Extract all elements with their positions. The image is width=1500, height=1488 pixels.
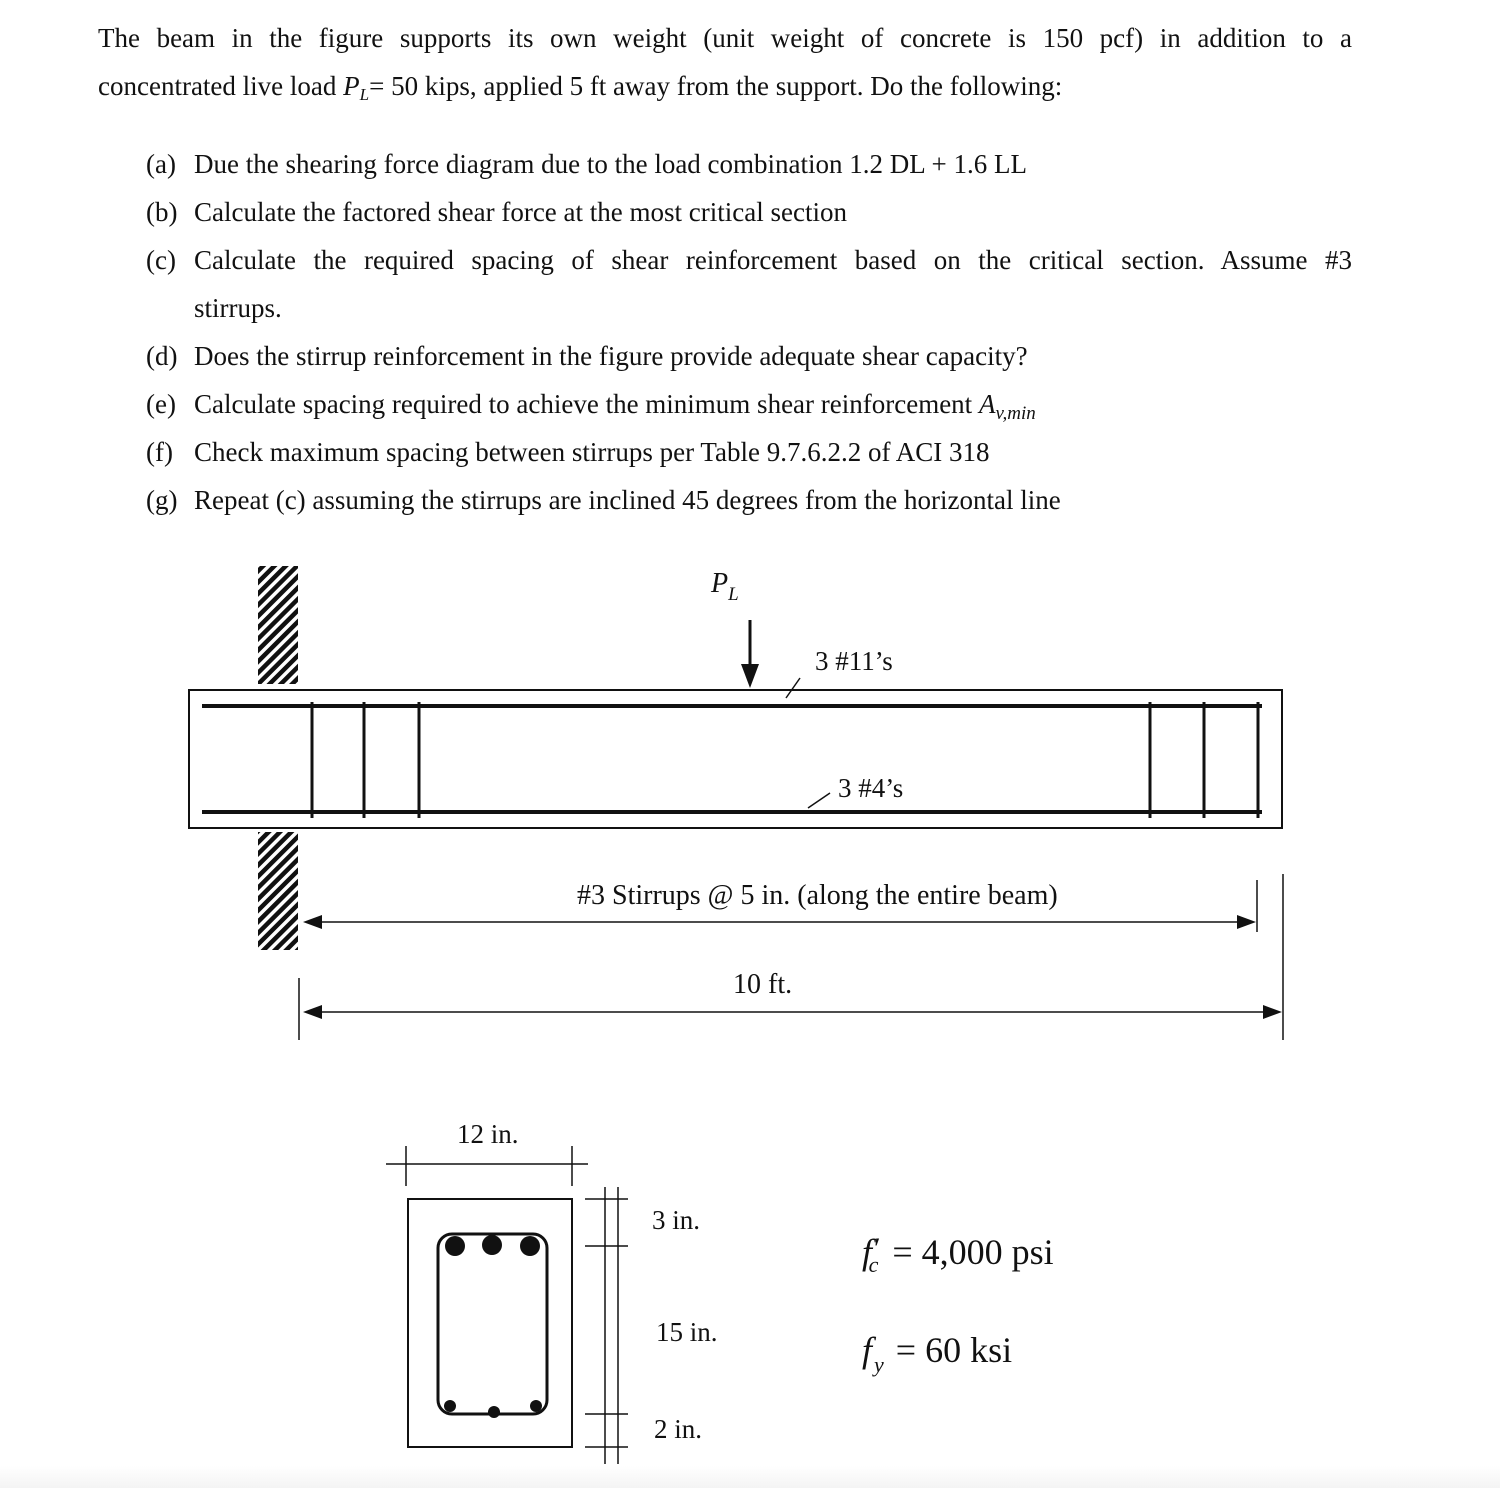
intro-line-2-post: = 50 kips, applied 5 ft away from the support. Do the following: bbox=[369, 71, 1063, 101]
task-label: (d) bbox=[146, 341, 178, 371]
section-stirrup bbox=[438, 1234, 547, 1414]
task-label: (f) bbox=[146, 437, 173, 467]
load-arrow-head bbox=[741, 664, 759, 688]
beam-outline bbox=[189, 690, 1282, 828]
middle-depth-label: 15 in. bbox=[656, 1317, 718, 1347]
stirrups bbox=[312, 702, 1258, 818]
wall-support-hatch-bottom bbox=[258, 832, 298, 950]
top-bar bbox=[520, 1236, 540, 1256]
top-bar bbox=[482, 1235, 502, 1255]
stirrup-note: #3 Stirrups @ 5 in. (along the entire beam) bbox=[577, 880, 1058, 911]
task-text: Calculate the factored shear force at the most critical section bbox=[194, 197, 847, 227]
bottom-bar bbox=[488, 1406, 500, 1418]
page-bottom-edge bbox=[0, 1466, 1500, 1488]
stirrup-dim-arrow-right bbox=[1237, 915, 1256, 929]
task-text: Repeat (c) assuming the stirrups are inclined 45 degrees from the horizontal line bbox=[194, 485, 1061, 515]
intro-line-1: The beam in the figure supports its own weight (unit weight of concrete is 150 pcf) in addition to a bbox=[98, 23, 1352, 53]
bottom-bars-label: 3 #4’s bbox=[838, 773, 904, 803]
span-label: 10 ft. bbox=[733, 969, 793, 1000]
depth-dimension-chain bbox=[585, 1187, 628, 1464]
intro-line-2-pre: concentrated live load bbox=[98, 71, 344, 101]
load-subscript: L bbox=[359, 85, 370, 104]
av-subscript: v,min bbox=[995, 403, 1036, 424]
task-text: Calculate the required spacing of shear reinforcement based on the critical section. Assume #3 bbox=[194, 245, 1352, 275]
top-bar bbox=[445, 1236, 465, 1256]
bottom-bars-leader bbox=[808, 793, 830, 808]
task-text: Check maximum spacing between stirrups per Table 9.7.6.2.2 of ACI 318 bbox=[194, 437, 990, 467]
stirrup-dim-arrow-left bbox=[303, 915, 322, 929]
task-label: (c) bbox=[146, 245, 176, 275]
top-bars-leader bbox=[786, 678, 800, 698]
fy-label: $f_y = 60$ ksi bbox=[862, 1330, 1013, 1377]
span-dim-arrow-right bbox=[1263, 1005, 1282, 1019]
task-text: Calculate spacing required to achieve the minimum shear reinforcement bbox=[194, 389, 979, 419]
bottom-bar bbox=[444, 1400, 456, 1412]
fc-label: f′c = 4,000 psi bbox=[862, 1232, 1054, 1277]
task-c-continuation: stirrups. bbox=[194, 293, 282, 323]
task-label: (g) bbox=[146, 485, 178, 515]
task-label: (a) bbox=[146, 149, 176, 179]
task-text: Due the shearing force diagram due to the load combination 1.2 DL + 1.6 LL bbox=[194, 149, 1027, 179]
top-bars-label: 3 #11’s bbox=[815, 646, 893, 676]
section-width-label: 12 in. bbox=[457, 1119, 519, 1149]
bottom-bar bbox=[530, 1400, 542, 1412]
load-symbol: P bbox=[343, 71, 360, 101]
task-label: (e) bbox=[146, 389, 176, 419]
av-symbol: A bbox=[978, 389, 996, 419]
bottom-cover-label: 2 in. bbox=[654, 1414, 703, 1444]
load-label: $P_L$ bbox=[711, 568, 739, 605]
task-text: Does the stirrup reinforcement in the figure provide adequate shear capacity? bbox=[194, 341, 1028, 371]
wall-support-hatch-top bbox=[258, 566, 298, 684]
task-label: (b) bbox=[146, 197, 178, 227]
top-cover-label: 3 in. bbox=[652, 1205, 701, 1235]
span-dim-arrow-left bbox=[303, 1005, 322, 1019]
